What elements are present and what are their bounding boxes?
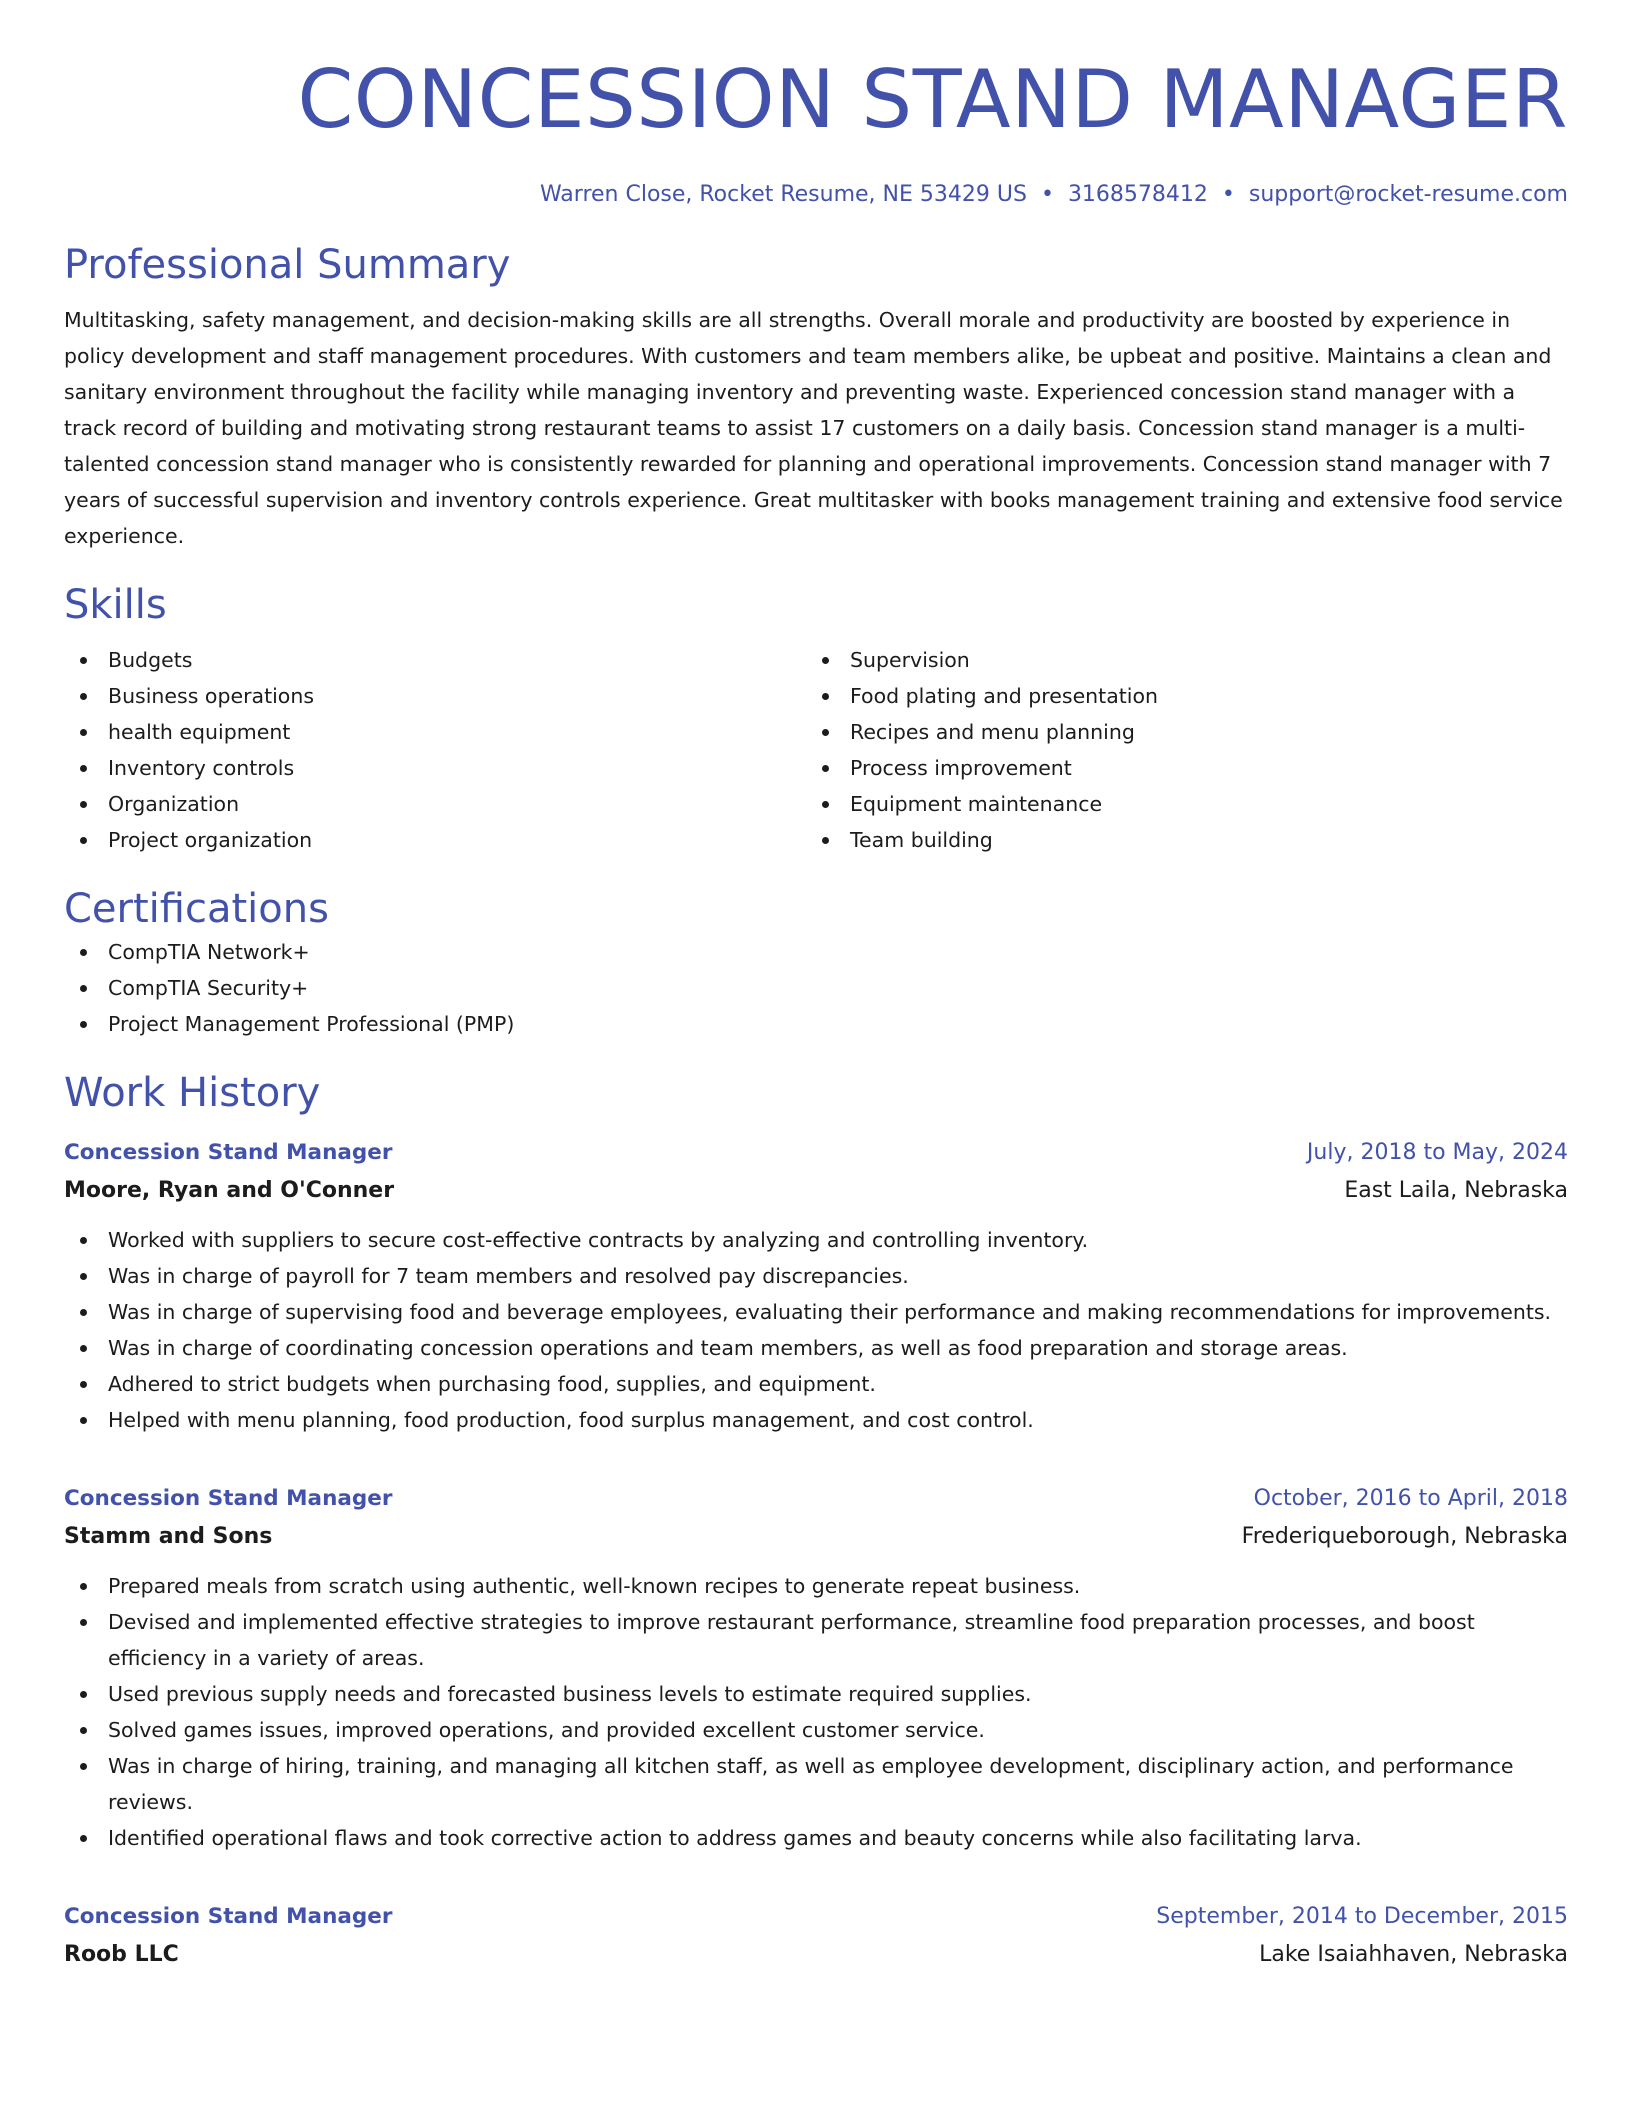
job-dates: October, 2016 to April, 2018 [1253, 1486, 1568, 1511]
certification-item: CompTIA Network+ [64, 934, 1568, 970]
certifications-list [64, 934, 1568, 1042]
skill-item: Budgets [64, 642, 806, 678]
skill-item: Business operations [64, 678, 806, 714]
job-duty: Helped with menu planning, food production, food surplus management, and cost control. [64, 1402, 1568, 1438]
skill-item: Equipment maintenance [806, 786, 1548, 822]
job-duty: Was in charge of hiring, training, and managing all kitchen staff, as well as employee development, disciplinary action, and performance reviews. [64, 1748, 1568, 1820]
certification-item: CompTIA Security+ [64, 970, 1568, 1006]
job-duty: Was in charge of supervising food and beverage employees, evaluating their performance and making recommendations for improvements. [64, 1294, 1568, 1330]
skill-item: Food plating and presentation [806, 678, 1548, 714]
job-header-row [64, 1134, 1568, 1172]
job-duty: Adhered to strict budgets when purchasing food, supplies, and equipment. [64, 1366, 1568, 1402]
job-dates: September, 2014 to December, 2015 [1156, 1904, 1568, 1929]
contact-separator: • [1040, 182, 1054, 207]
certification-item: Project Management Professional (PMP) [64, 1006, 1568, 1042]
skill-item: Recipes and menu planning [806, 714, 1548, 750]
job-duties-list [64, 1222, 1568, 1438]
contact-line [64, 180, 1568, 210]
contact-phone: 3168578412 [1067, 182, 1208, 207]
job-title: Concession Stand Manager [64, 1904, 393, 1929]
job-duty: Was in charge of payroll for 7 team members and resolved pay discrepancies. [64, 1258, 1568, 1294]
job-duty: Devised and implemented effective strategies to improve restaurant performance, streamline food preparation processes, and boost efficiency in a variety of areas. [64, 1604, 1568, 1676]
skill-item: Process improvement [806, 750, 1548, 786]
resume-header [64, 52, 1568, 210]
job-header-row [64, 1480, 1568, 1518]
job-dates: July, 2018 to May, 2024 [1306, 1140, 1568, 1165]
job-entry [64, 1134, 1568, 1438]
summary-heading: Professional Summary [64, 242, 511, 288]
job-entry [64, 1898, 1568, 1974]
job-duty: Was in charge of coordinating concession operations and team members, as well as food preparation and storage areas. [64, 1330, 1568, 1366]
job-duties-list [64, 1568, 1568, 1856]
contact-email: support@rocket-resume.com [1248, 182, 1568, 207]
job-company: Moore, Ryan and O'Conner [64, 1178, 395, 1203]
skill-item: Organization [64, 786, 806, 822]
contact-address: Warren Close, Rocket Resume, NE 53429 US [539, 182, 1027, 207]
job-company-row [64, 1936, 1568, 1974]
job-location: East Laila, Nebraska [1344, 1178, 1568, 1203]
skill-item: health equipment [64, 714, 806, 750]
job-location: Frederiqueborough, Nebraska [1241, 1524, 1568, 1549]
job-entry [64, 1480, 1568, 1856]
skill-item: Inventory controls [64, 750, 806, 786]
job-duty: Solved games issues, improved operations, and provided excellent customer service. [64, 1712, 1568, 1748]
job-duty: Used previous supply needs and forecasted business levels to estimate required supplies. [64, 1676, 1568, 1712]
skills-list-left [64, 642, 806, 858]
skills-heading: Skills [64, 582, 167, 628]
contact-separator: • [1221, 182, 1235, 207]
resume-name: CONCESSION STAND MANAGER [297, 53, 1568, 146]
summary-text: Multitasking, safety management, and decision-making skills are all strengths. Overall morale and productivity are boosted by experience in policy development and staff management procedures. With customers and team members alike, be upbeat and positive. Maintains a clean and sanitary environment throughout the facility while managing inventory and preventing waste. Experienced concession stand manager with a track record of building and motivating strong restaurant teams to assist 17 customers on a daily basis. Concession stand manager is a multi-talented concession stand manager who is consistently rewarded for planning and operational improvements. Concession stand manager with 7 years of successful supervision and inventory controls experience. Great multitasker with books management training and extensive food service experience. [64, 308, 1563, 548]
job-company-row [64, 1172, 1568, 1210]
job-title: Concession Stand Manager [64, 1486, 393, 1511]
skill-item: Team building [806, 822, 1548, 858]
job-duty: Identified operational flaws and took corrective action to address games and beauty concerns while also facilitating larva. [64, 1820, 1568, 1856]
job-location: Lake Isaiahhaven, Nebraska [1259, 1942, 1568, 1967]
work-history-heading: Work History [64, 1070, 321, 1116]
job-duty: Prepared meals from scratch using authentic, well-known recipes to generate repeat business. [64, 1568, 1568, 1604]
skills-grid [64, 642, 1568, 858]
skills-list-right [806, 642, 1548, 858]
certifications-heading: Certifications [64, 886, 329, 932]
job-title: Concession Stand Manager [64, 1140, 393, 1165]
job-company: Roob LLC [64, 1942, 179, 1967]
skill-item: Project organization [64, 822, 806, 858]
job-company: Stamm and Sons [64, 1524, 273, 1549]
job-header-row [64, 1898, 1568, 1936]
job-duty: Worked with suppliers to secure cost-effective contracts by analyzing and controlling inventory. [64, 1222, 1568, 1258]
skill-item: Supervision [806, 642, 1548, 678]
job-company-row [64, 1518, 1568, 1556]
